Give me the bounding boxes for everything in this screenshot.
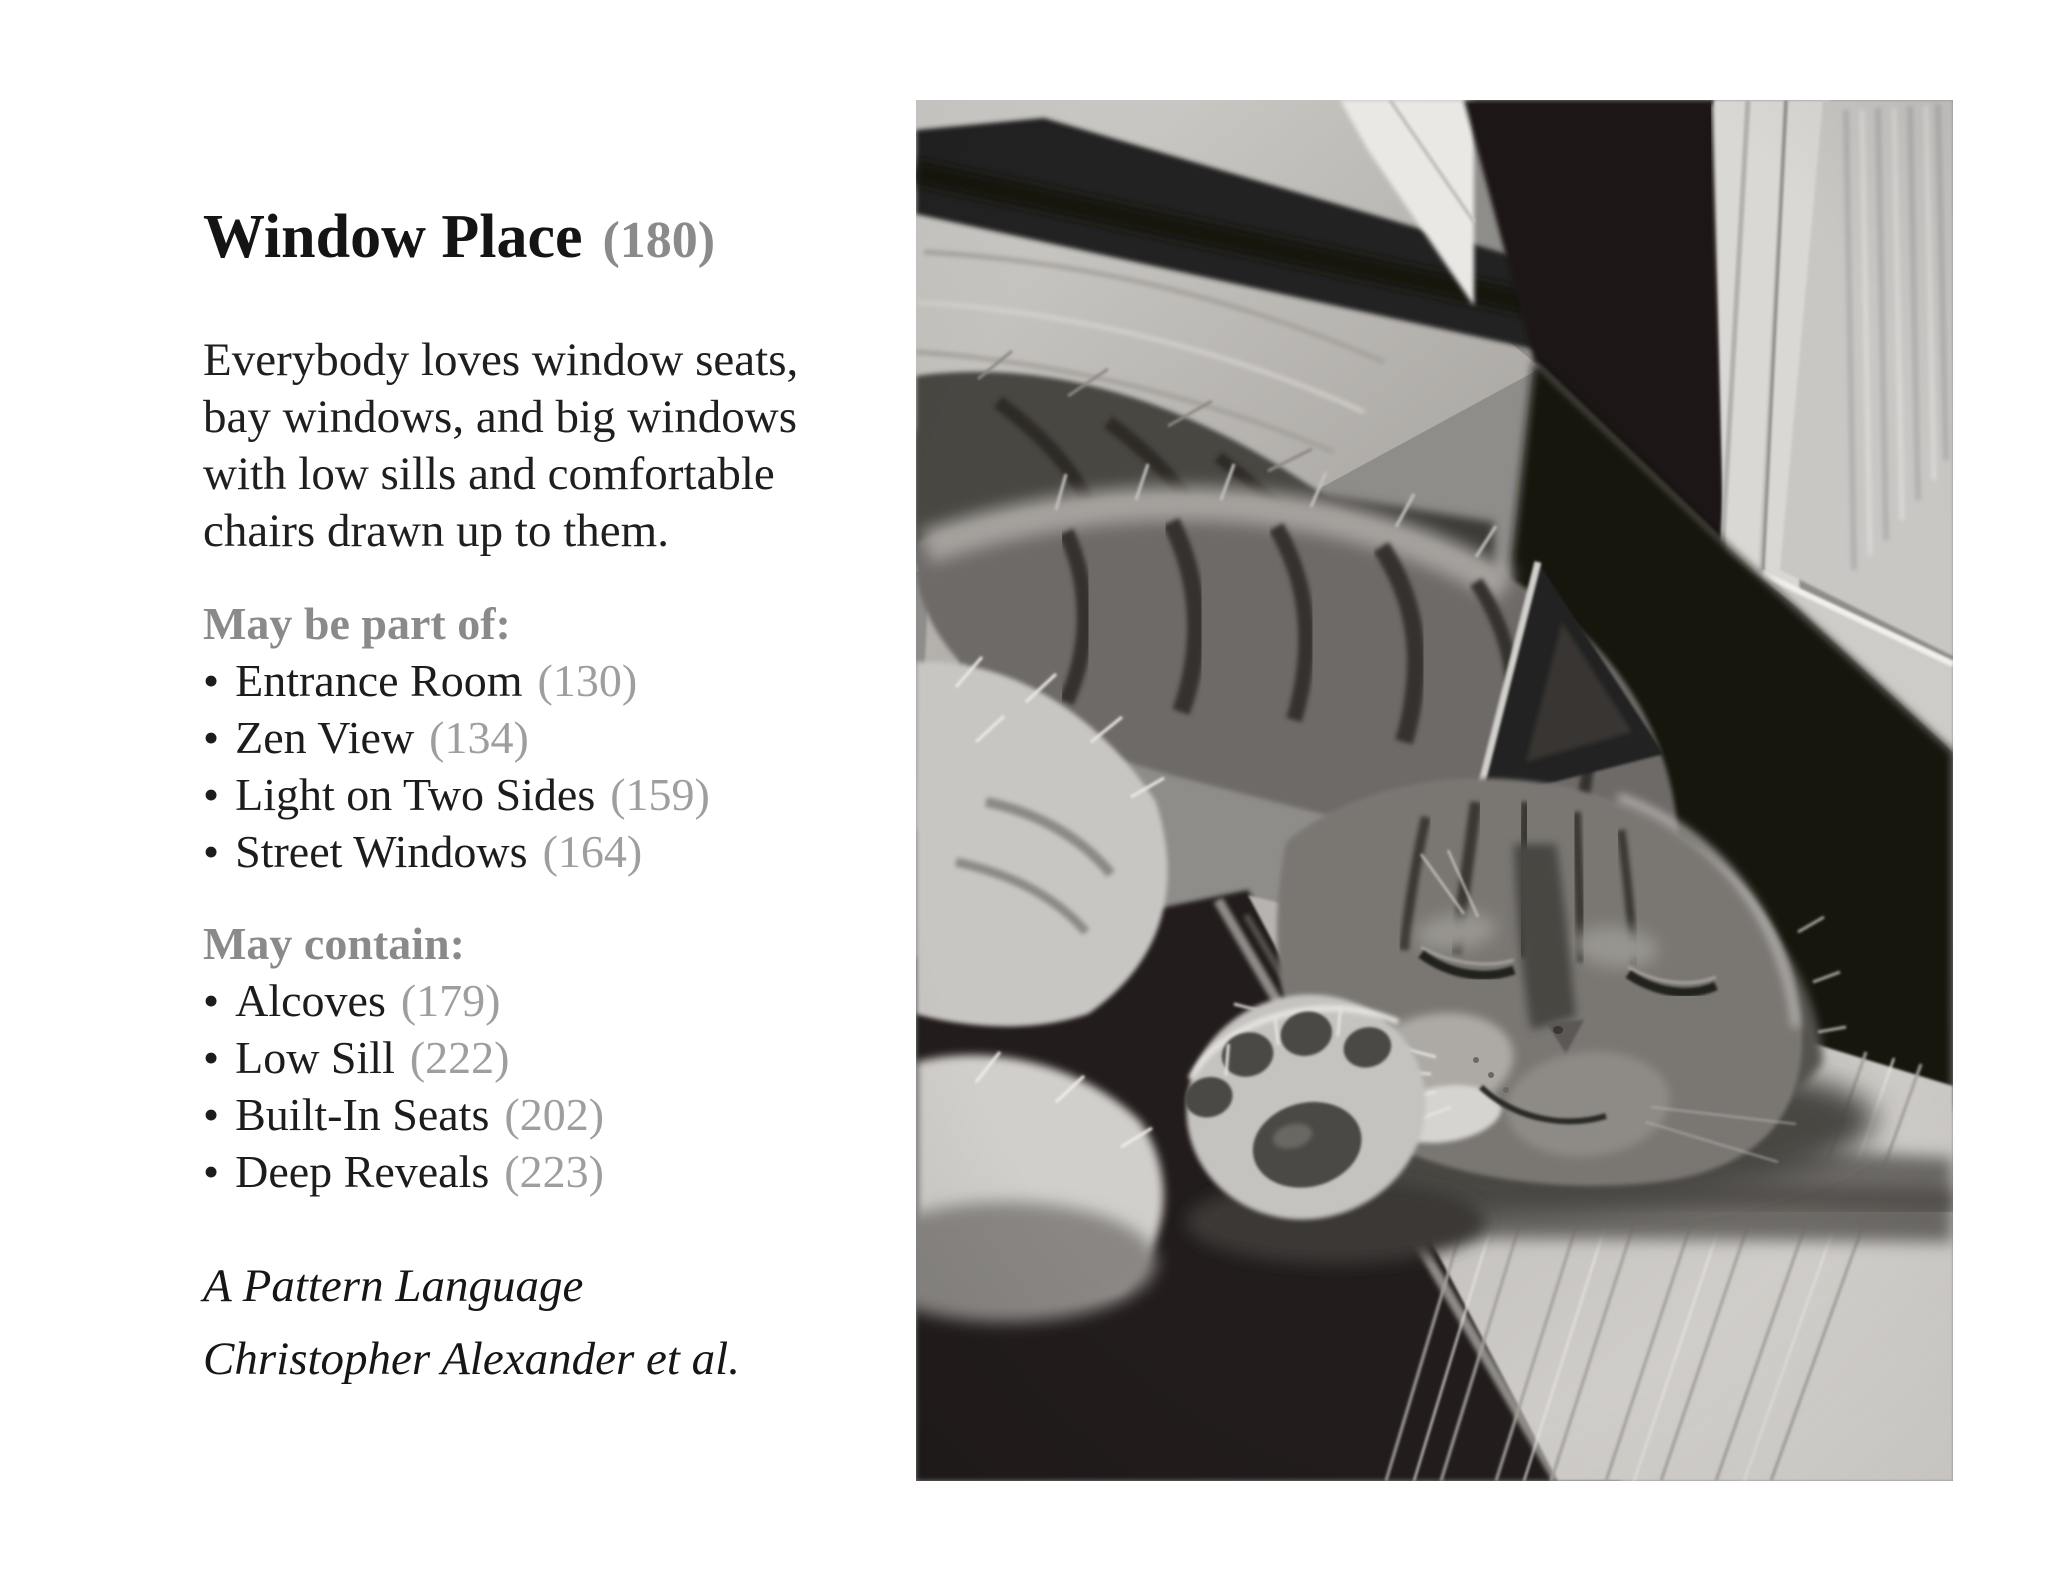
item-number: (130) bbox=[537, 655, 638, 706]
item-bullet: • bbox=[203, 1089, 220, 1140]
list-item bbox=[203, 972, 883, 1029]
item-bullet: • bbox=[203, 975, 220, 1026]
section-heading: May be part of: bbox=[203, 598, 511, 649]
item-label: Zen View bbox=[235, 712, 415, 763]
item-bullet: • bbox=[203, 769, 220, 820]
item-bullet: • bbox=[203, 655, 220, 706]
list-item bbox=[203, 766, 883, 823]
list-item bbox=[203, 1086, 883, 1143]
item-label: Deep Reveals bbox=[235, 1146, 490, 1197]
item-bullet: • bbox=[203, 1146, 220, 1197]
citation-authors: Christopher Alexander et al. bbox=[203, 1333, 740, 1385]
item-number: (159) bbox=[610, 769, 710, 820]
summary-line: with low sills and comfortable bbox=[203, 448, 775, 500]
citation bbox=[203, 1250, 883, 1396]
item-label: Entrance Room bbox=[235, 655, 523, 706]
item-number: (223) bbox=[504, 1146, 604, 1197]
section-may-be-part-of bbox=[203, 595, 883, 880]
item-label: Alcoves bbox=[235, 975, 386, 1026]
item-label: Street Windows bbox=[235, 826, 528, 877]
item-number: (164) bbox=[542, 826, 643, 877]
pattern-number: (180) bbox=[602, 212, 716, 269]
photo-vignette bbox=[916, 100, 1953, 1481]
item-bullet: • bbox=[203, 1032, 220, 1083]
section-heading: May contain: bbox=[203, 918, 465, 969]
summary-line: bay windows, and big windows bbox=[203, 391, 797, 443]
citation-book: A Pattern Language bbox=[203, 1260, 584, 1312]
pattern-title bbox=[203, 202, 883, 276]
summary-line: chairs drawn up to them. bbox=[203, 505, 669, 557]
list-item bbox=[203, 652, 883, 709]
photo-cat-windowsill bbox=[916, 100, 1953, 1481]
item-bullet: • bbox=[203, 826, 220, 877]
item-label: Light on Two Sides bbox=[235, 769, 596, 820]
item-number: (134) bbox=[429, 712, 529, 763]
pattern-summary bbox=[203, 332, 883, 560]
item-number: (202) bbox=[504, 1089, 605, 1140]
text-column bbox=[203, 202, 883, 1396]
summary-line: Everybody loves window seats, bbox=[203, 334, 799, 386]
item-label: Low Sill bbox=[235, 1032, 395, 1083]
item-number: (179) bbox=[400, 975, 501, 1026]
item-label: Built-In Seats bbox=[235, 1089, 490, 1140]
list-item bbox=[203, 1029, 883, 1086]
item-bullet: • bbox=[203, 712, 220, 763]
photo-illustration bbox=[916, 100, 1953, 1481]
item-number: (222) bbox=[409, 1032, 510, 1083]
section-may-contain bbox=[203, 915, 883, 1200]
list-item bbox=[203, 1143, 883, 1200]
list-item bbox=[203, 823, 883, 880]
pattern-title-text: Window Place bbox=[203, 203, 583, 271]
list-item bbox=[203, 709, 883, 766]
